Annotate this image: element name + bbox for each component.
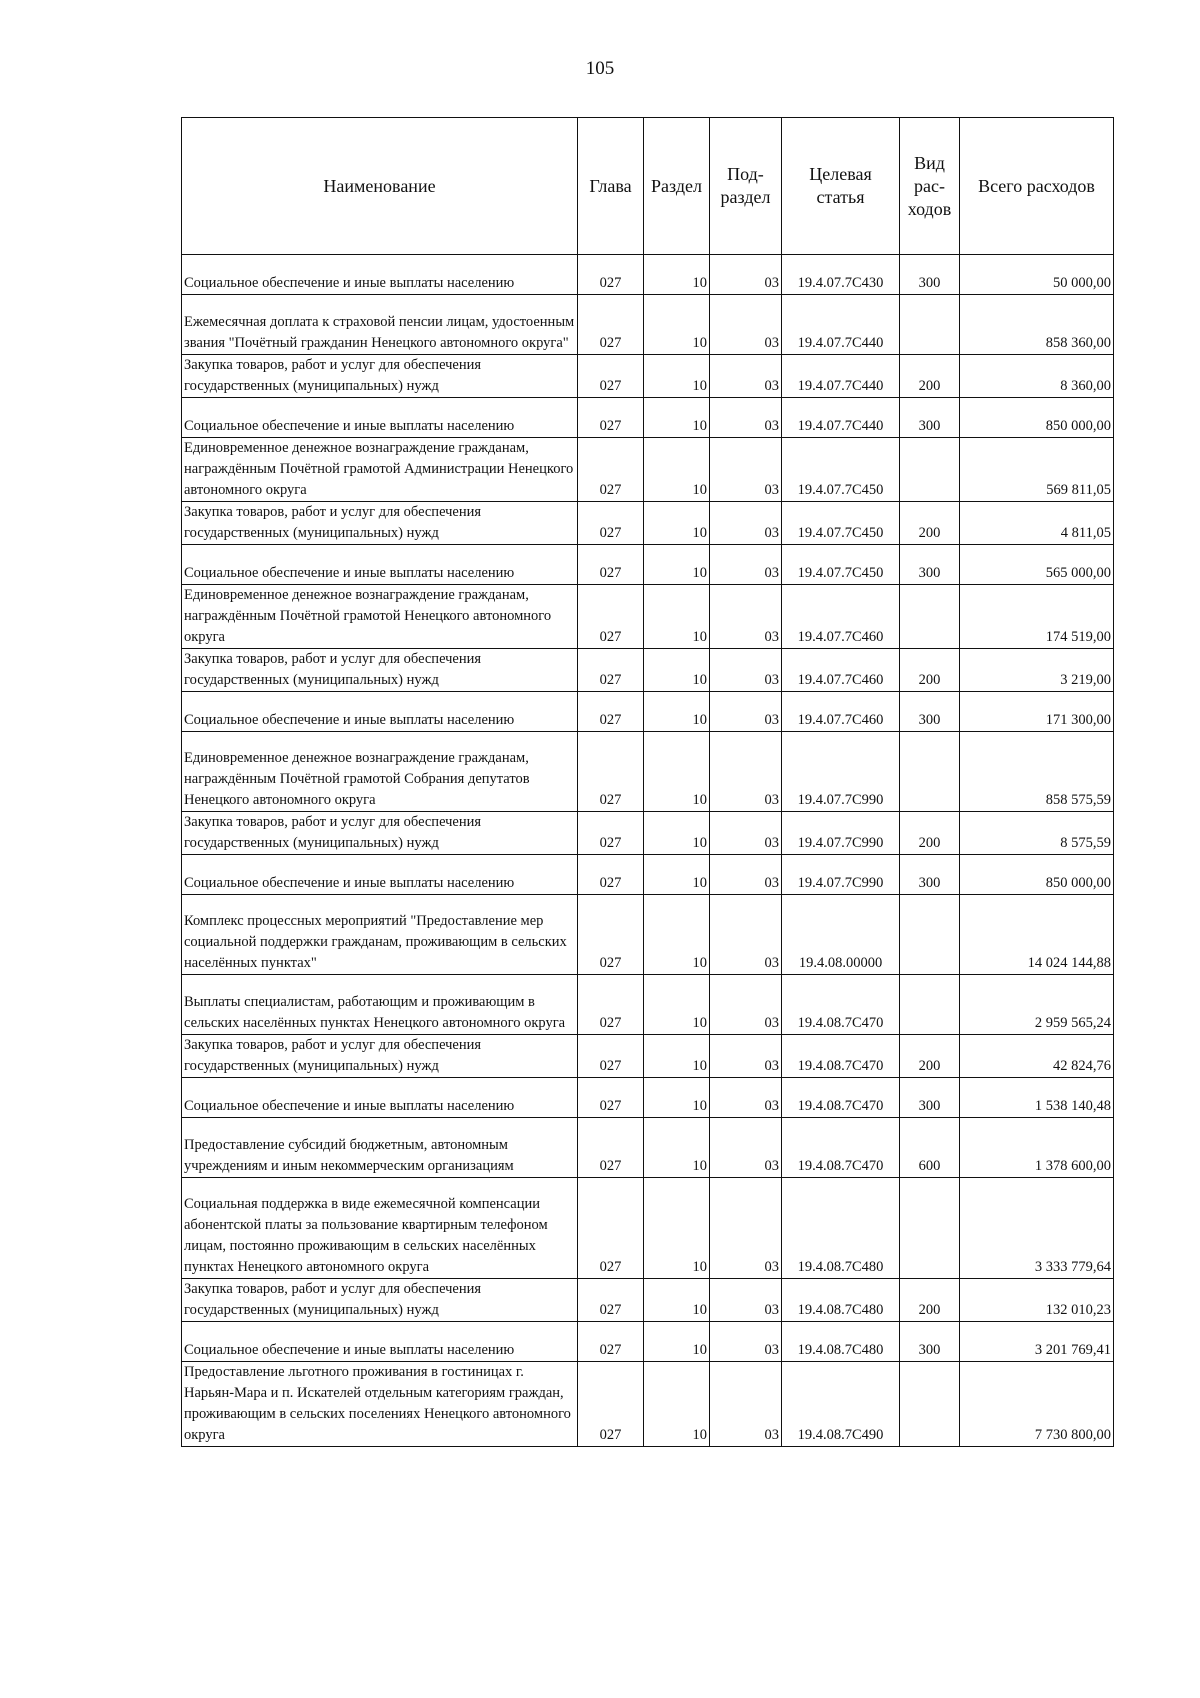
cell-celevaya: 19.4.07.7C990 [782,855,900,895]
cell-vid: 200 [900,1035,960,1078]
cell-total: 171 300,00 [960,692,1114,732]
cell-podrazdel: 03 [710,1362,782,1447]
table-row [182,295,1114,355]
table-row [182,398,1114,438]
cell-vid [900,975,960,1035]
cell-total: 3 201 769,41 [960,1322,1114,1362]
cell-razdel: 10 [644,855,710,895]
cell-vid [900,295,960,355]
cell-podrazdel: 03 [710,1322,782,1362]
cell-total: 858 360,00 [960,295,1114,355]
cell-celevaya: 19.4.08.7C480 [782,1279,900,1322]
cell-total: 3 219,00 [960,649,1114,692]
cell-glava: 027 [578,295,644,355]
cell-vid: 300 [900,255,960,295]
cell-razdel: 10 [644,649,710,692]
cell-celevaya: 19.4.07.7C450 [782,502,900,545]
cell-vid [900,438,960,502]
cell-total: 14 024 144,88 [960,895,1114,975]
cell-celevaya: 19.4.07.7C440 [782,398,900,438]
cell-podrazdel: 03 [710,812,782,855]
table-row [182,1279,1114,1322]
cell-total: 858 575,59 [960,732,1114,812]
cell-celevaya: 19.4.08.7C480 [782,1322,900,1362]
cell-glava: 027 [578,545,644,585]
cell-total: 132 010,23 [960,1279,1114,1322]
table-row [182,812,1114,855]
cell-vid: 300 [900,545,960,585]
header-vid: Вид рас- ходов [900,118,960,255]
table-row [182,1118,1114,1178]
cell-razdel: 10 [644,502,710,545]
header-razdel: Раздел [644,118,710,255]
cell-celevaya: 19.4.08.7C490 [782,1362,900,1447]
cell-celevaya: 19.4.07.7C460 [782,585,900,649]
cell-glava: 027 [578,1362,644,1447]
cell-total: 565 000,00 [960,545,1114,585]
cell-total: 8 360,00 [960,355,1114,398]
table-row [182,1322,1114,1362]
cell-total: 7 730 800,00 [960,1362,1114,1447]
table-row [182,975,1114,1035]
table-header-row [182,118,1114,255]
cell-glava: 027 [578,692,644,732]
cell-podrazdel: 03 [710,975,782,1035]
cell-celevaya: 19.4.08.7C470 [782,1078,900,1118]
table-row [182,1362,1114,1447]
cell-razdel: 10 [644,545,710,585]
cell-podrazdel: 03 [710,732,782,812]
cell-total: 4 811,05 [960,502,1114,545]
cell-razdel: 10 [644,1118,710,1178]
cell-podrazdel: 03 [710,438,782,502]
cell-razdel: 10 [644,255,710,295]
cell-glava: 027 [578,855,644,895]
table-row [182,895,1114,975]
table-row [182,502,1114,545]
cell-total: 850 000,00 [960,398,1114,438]
cell-total: 174 519,00 [960,585,1114,649]
cell-celevaya: 19.4.07.7C460 [782,649,900,692]
cell-glava: 027 [578,1035,644,1078]
cell-podrazdel: 03 [710,692,782,732]
cell-vid: 300 [900,1078,960,1118]
cell-celevaya: 19.4.07.7C430 [782,255,900,295]
cell-name: Закупка товаров, работ и услуг для обеспечения государственных (муниципальных) нужд [182,812,578,855]
cell-podrazdel: 03 [710,502,782,545]
cell-name: Предоставление льготного проживания в гостиницах г. Нарьян-Мара и п. Искателей отдельным категориям граждан, проживающим в сельских поселениях Ненецкого автономного округа [182,1362,578,1447]
cell-razdel: 10 [644,1078,710,1118]
cell-name: Выплаты специалистам, работающим и проживающим в сельских населённых пунктах Ненецкого автономного округа [182,975,578,1035]
cell-podrazdel: 03 [710,1279,782,1322]
cell-name: Социальное обеспечение и иные выплаты населению [182,398,578,438]
cell-total: 50 000,00 [960,255,1114,295]
cell-vid: 200 [900,1279,960,1322]
cell-razdel: 10 [644,812,710,855]
cell-celevaya: 19.4.07.7C450 [782,438,900,502]
cell-razdel: 10 [644,692,710,732]
cell-name: Социальное обеспечение и иные выплаты населению [182,1322,578,1362]
table-row [182,1035,1114,1078]
cell-glava: 027 [578,1279,644,1322]
cell-glava: 027 [578,585,644,649]
cell-name: Предоставление субсидий бюджетным, автономным учреждениям и иным некоммерческим организациям [182,1118,578,1178]
cell-glava: 027 [578,732,644,812]
cell-celevaya: 19.4.07.7C440 [782,355,900,398]
cell-razdel: 10 [644,1035,710,1078]
cell-razdel: 10 [644,1322,710,1362]
cell-razdel: 10 [644,1362,710,1447]
cell-glava: 027 [578,1322,644,1362]
cell-total: 569 811,05 [960,438,1114,502]
cell-celevaya: 19.4.08.7C470 [782,1035,900,1078]
table-row [182,355,1114,398]
cell-name: Закупка товаров, работ и услуг для обеспечения государственных (муниципальных) нужд [182,502,578,545]
cell-razdel: 10 [644,438,710,502]
table-row [182,649,1114,692]
cell-glava: 027 [578,255,644,295]
cell-razdel: 10 [644,895,710,975]
cell-celevaya: 19.4.07.7C990 [782,812,900,855]
cell-vid: 200 [900,355,960,398]
table-row [182,732,1114,812]
table-row [182,545,1114,585]
cell-glava: 027 [578,812,644,855]
cell-glava: 027 [578,398,644,438]
budget-table [181,117,1114,1447]
header-celevaya: Целевая статья [782,118,900,255]
cell-glava: 027 [578,1178,644,1279]
cell-glava: 027 [578,438,644,502]
cell-vid: 300 [900,855,960,895]
cell-name: Ежемесячная доплата к страховой пенсии лицам, удостоенным звания "Почётный гражданин Ненецкого автономного округа" [182,295,578,355]
table-row [182,585,1114,649]
cell-podrazdel: 03 [710,855,782,895]
cell-glava: 027 [578,1118,644,1178]
cell-celevaya: 19.4.08.7C470 [782,975,900,1035]
cell-name: Социальное обеспечение и иные выплаты населению [182,855,578,895]
cell-name: Социальное обеспечение и иные выплаты населению [182,1078,578,1118]
cell-total: 850 000,00 [960,855,1114,895]
cell-glava: 027 [578,975,644,1035]
cell-total: 1 378 600,00 [960,1118,1114,1178]
cell-celevaya: 19.4.07.7C450 [782,545,900,585]
header-glava: Глава [578,118,644,255]
page-number: 105 [585,58,615,79]
cell-razdel: 10 [644,355,710,398]
cell-razdel: 10 [644,295,710,355]
cell-name: Комплекс процессных мероприятий "Предоставление мер социальной поддержки гражданам, проживающим в сельских населённых пунктах" [182,895,578,975]
table-row [182,1078,1114,1118]
cell-razdel: 10 [644,975,710,1035]
cell-total: 42 824,76 [960,1035,1114,1078]
cell-podrazdel: 03 [710,1035,782,1078]
table-row [182,855,1114,895]
cell-podrazdel: 03 [710,585,782,649]
cell-vid: 300 [900,692,960,732]
cell-razdel: 10 [644,398,710,438]
cell-name: Единовременное денежное вознаграждение гражданам, награждённым Почётной грамотой Администрации Ненецкого автономного округа [182,438,578,502]
cell-total: 2 959 565,24 [960,975,1114,1035]
cell-name: Закупка товаров, работ и услуг для обеспечения государственных (муниципальных) нужд [182,1279,578,1322]
cell-razdel: 10 [644,585,710,649]
cell-vid: 200 [900,502,960,545]
cell-name: Социальное обеспечение и иные выплаты населению [182,692,578,732]
table-row [182,692,1114,732]
cell-vid: 200 [900,649,960,692]
cell-name: Закупка товаров, работ и услуг для обеспечения государственных (муниципальных) нужд [182,355,578,398]
cell-podrazdel: 03 [710,1078,782,1118]
cell-glava: 027 [578,649,644,692]
cell-name: Социальное обеспечение и иные выплаты населению [182,545,578,585]
header-name: Наименование [182,118,578,255]
cell-podrazdel: 03 [710,295,782,355]
table-row [182,1178,1114,1279]
table-body [182,255,1114,1447]
cell-vid [900,1362,960,1447]
cell-podrazdel: 03 [710,355,782,398]
cell-celevaya: 19.4.08.7C480 [782,1178,900,1279]
cell-podrazdel: 03 [710,1118,782,1178]
cell-podrazdel: 03 [710,895,782,975]
cell-total: 1 538 140,48 [960,1078,1114,1118]
cell-total: 8 575,59 [960,812,1114,855]
cell-podrazdel: 03 [710,545,782,585]
header-podrazdel: Под- раздел [710,118,782,255]
header-total: Всего расходов [960,118,1114,255]
cell-glava: 027 [578,502,644,545]
cell-podrazdel: 03 [710,398,782,438]
cell-vid [900,585,960,649]
cell-vid: 200 [900,812,960,855]
cell-celevaya: 19.4.08.00000 [782,895,900,975]
cell-glava: 027 [578,895,644,975]
cell-celevaya: 19.4.07.7C440 [782,295,900,355]
cell-razdel: 10 [644,732,710,812]
cell-total: 3 333 779,64 [960,1178,1114,1279]
cell-vid: 600 [900,1118,960,1178]
cell-vid [900,732,960,812]
cell-name: Социальное обеспечение и иные выплаты населению [182,255,578,295]
cell-vid [900,895,960,975]
cell-vid [900,1178,960,1279]
cell-name: Закупка товаров, работ и услуг для обеспечения государственных (муниципальных) нужд [182,1035,578,1078]
cell-razdel: 10 [644,1178,710,1279]
table-row [182,438,1114,502]
cell-name: Единовременное денежное вознаграждение гражданам, награждённым Почётной грамотой Собрания депутатов Ненецкого автономного округа [182,732,578,812]
cell-name: Закупка товаров, работ и услуг для обеспечения государственных (муниципальных) нужд [182,649,578,692]
cell-celevaya: 19.4.07.7C460 [782,692,900,732]
cell-name: Социальная поддержка в виде ежемесячной компенсации абонентской платы за пользование квартирным телефоном лицам, постоянно проживающим в сельских населённых пунктах Ненецкого автономного округа [182,1178,578,1279]
cell-glava: 027 [578,355,644,398]
cell-glava: 027 [578,1078,644,1118]
cell-vid: 300 [900,398,960,438]
cell-podrazdel: 03 [710,255,782,295]
cell-name: Единовременное денежное вознаграждение гражданам, награждённым Почётной грамотой Ненецкого автономного округа [182,585,578,649]
cell-podrazdel: 03 [710,649,782,692]
cell-celevaya: 19.4.07.7C990 [782,732,900,812]
table-row [182,255,1114,295]
cell-celevaya: 19.4.08.7C470 [782,1118,900,1178]
cell-razdel: 10 [644,1279,710,1322]
cell-podrazdel: 03 [710,1178,782,1279]
cell-vid: 300 [900,1322,960,1362]
